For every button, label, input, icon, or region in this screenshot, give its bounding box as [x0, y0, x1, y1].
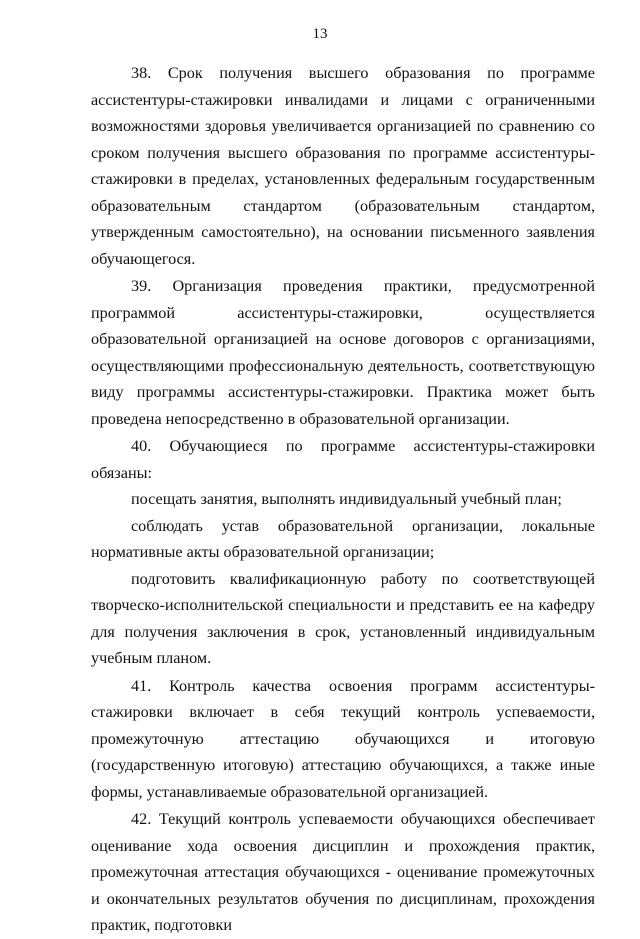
paragraph-40-item-2: соблюдать устав образовательной организации, локальные нормативные акты образовательной организации; — [91, 516, 595, 561]
document-body — [91, 60, 595, 939]
page-number: 13 — [312, 26, 328, 42]
paragraph-42: 42. Текущий контроль успеваемости обучающихся обеспечивает оценивание хода освоения дисциплин и прохождения практик, промежуточная аттестация обучающихся - оценивание промежуточных и окончательных результатов обучения по дисциплинам, прохождения практик, подготовки — [91, 810, 595, 934]
paragraph-38: 38. Срок получения высшего образования по программе ассистентуры-стажировки инвалидами и лицами с ограниченными возможностями здоровья увеличивается организацией по сравнению со сроком получения высшего образования по программе ассистентуры-стажировки в пределах, установленных федеральным государственным образовательным стандартом (образовательным стандартом, утвержденным самостоятельно), на основании письменного заявления обучающегося. — [91, 64, 595, 268]
paragraph-39: 39. Организация проведения практики, предусмотренной программой ассистентуры-стажировки, осуществляется образовательной организацией на основе договоров с организациями, осуществляющими профессиональную деятельность, соответствующую виду программы ассистентуры-стажировки. Практика может быть проведена непосредственно в образовательной организации. — [91, 277, 595, 428]
paragraph-40-item-3: подготовить квалификационную работу по соответствующей творческо-исполнительской специальности и представить ее на кафедру для получения заключения в срок, установленный индивидуальным учебным планом. — [91, 569, 595, 667]
paragraph-40-item-1: посещать занятия, выполнять индивидуальный учебный план; — [131, 490, 562, 508]
paragraph-41: 41. Контроль качества освоения программ ассистентуры-стажировки включает в себя текущий контроль успеваемости, промежуточную аттестацию обучающихся и итоговую (государственную итоговую) аттестацию обучающихся, а также иные формы, устанавливаемые образовательной организацией. — [91, 676, 595, 801]
paragraph-40: 40. Обучающиеся по программе ассистентуры-стажировки обязаны: — [91, 437, 595, 482]
